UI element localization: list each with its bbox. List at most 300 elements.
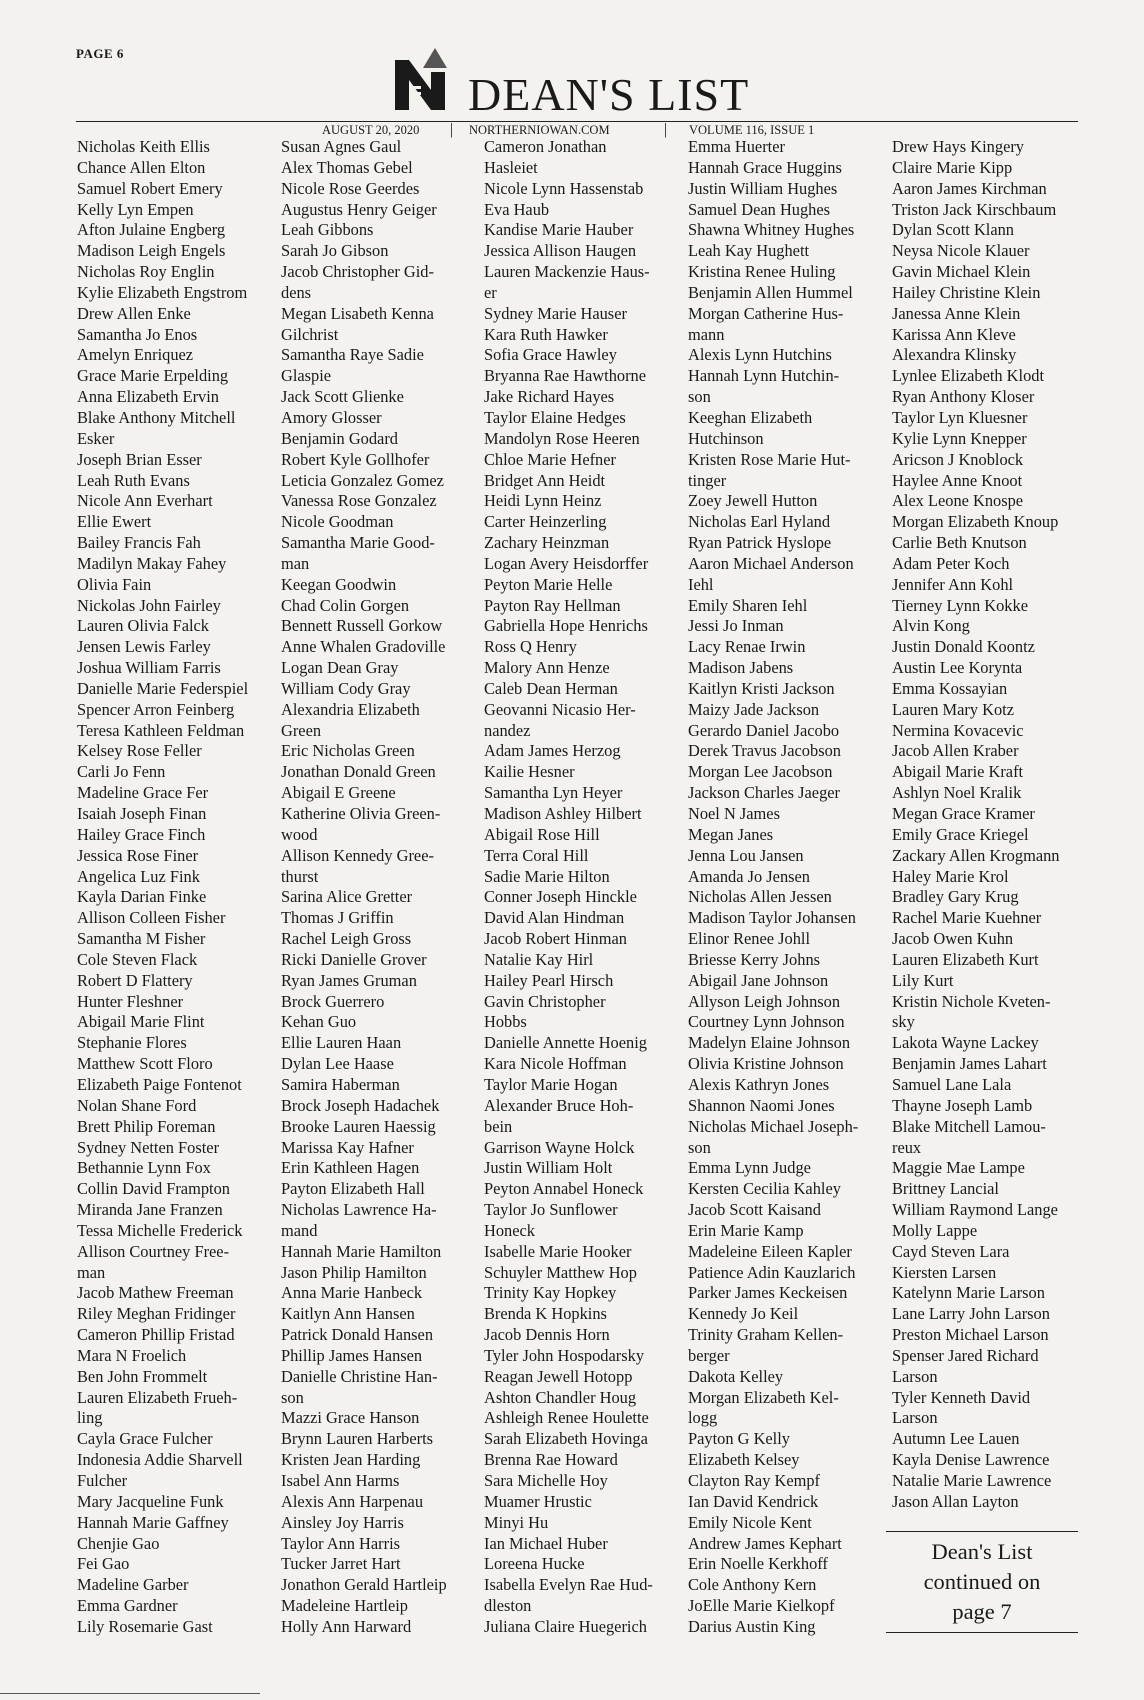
list-item: Augustus Henry Geiger [281,199,437,219]
list-item: Brynn Lauren Harberts [281,1429,434,1449]
list-item: Rachel Leigh Gross [281,929,412,949]
list-item: Drew Allen Enke [77,303,191,323]
list-item: Lacy Renae Irwin [688,637,806,657]
list-item: Olivia Fain [77,574,152,594]
list-item: Claire Marie Kipp [892,157,1013,177]
list-item: Eric Nicholas Green [281,741,415,761]
list-item: Thayne Joseph Lamb [892,1095,1033,1115]
list-item: Emma Gardner [77,1596,178,1616]
list-item: Taylor Lyn Kluesner [892,407,1028,427]
list-item: Megan Lisabeth Kenna [281,303,434,323]
list-item: Ian David Kendrick [688,1491,819,1511]
list-item: Geovanni Nicasio Her- [484,699,636,719]
list-item: son [688,387,711,407]
list-item: Ryan Anthony Kloser [892,387,1035,407]
list-item: Kersten Cecilia Kahley [688,1179,841,1199]
list-item: Kristina Renee Huling [688,262,836,282]
page-number: PAGE 6 [76,46,124,61]
list-item: Danielle Annette Hoenig [484,1033,647,1053]
list-item: man [77,1262,106,1282]
list-item: Joseph Brian Esser [77,449,202,469]
list-item: thurst [281,866,319,886]
list-item: Sadie Marie Hilton [484,866,610,886]
list-item: Lauren Elizabeth Frueh- [77,1387,238,1407]
list-item: Hobbs [484,1012,527,1032]
list-item: Leah Kay Hughett [688,241,810,261]
list-item: Jenna Lou Jansen [688,845,804,865]
list-item: Clayton Ray Kempf [688,1471,821,1490]
list-item: Lauren Olivia Falck [77,616,209,636]
list-item: Ashlyn Noel Kralik [892,783,1022,803]
list-item: Bethannie Lynn Fox [77,1158,211,1178]
list-item: er [484,282,497,302]
list-item: Madeline Grace Fer [77,783,209,803]
list-item: Brett Philip Foreman [77,1116,216,1136]
list-item: Cole Steven Flack [77,949,198,969]
list-item: Alexandra Klinsky [892,345,1017,365]
list-item: Samantha Marie Good- [281,533,435,553]
list-item: Noel N James [688,804,780,823]
list-item: Cayd Steven Lara [892,1241,1010,1261]
list-item: Ross Q Henry [484,637,577,657]
list-item: Jack Scott Glienke [281,387,404,407]
list-item: Alex Thomas Gebel [281,157,413,177]
list-item: Samuel Lane Lala [892,1074,1012,1094]
list-item: Morgan Lee Jacobson [688,762,833,782]
list-item: Blake Mitchell Lamou- [892,1116,1046,1136]
list-item: Jonathan Donald Green [281,762,436,782]
list-item: Amory Glosser [281,407,382,427]
list-item: Hailey Grace Finch [77,824,206,844]
list-item: Mandolyn Rose Heeren [484,428,640,448]
list-item: Ellie Ewert [77,512,152,532]
list-item: Patrick Donald Hansen [281,1325,434,1345]
website-url: NORTHERNIOWAN.COM [469,123,610,137]
list-item: Haley Marie Krol [892,866,1009,886]
continued-notice [886,1531,1078,1633]
continued-line: continued on [923,1569,1041,1594]
list-item: Autumn Lee Lauen [892,1429,1020,1449]
list-item: Benjamin James Lahart [892,1054,1047,1074]
list-item: Derek Travus Jacobson [688,741,841,761]
list-item: Isabel Ann Harms [281,1471,400,1490]
list-item: Erin Marie Kamp [688,1220,804,1240]
list-item: Payton Elizabeth Hall [281,1179,425,1199]
list-item: Eva Haub [484,199,550,219]
header-separator: | [664,121,668,138]
list-item: Elinor Renee Johll [688,929,810,949]
list-item: Hannah Lynn Hutchin- [688,366,840,386]
header-separator: | [450,121,454,138]
list-item: Cole Anthony Kern [688,1575,817,1595]
list-item: Hannah Marie Gaffney [77,1512,229,1532]
list-item: Hailey Christine Klein [892,282,1041,302]
list-item: Ian Michael Huber [484,1533,608,1553]
list-item: Alexis Lynn Hutchins [688,345,832,365]
list-item: Samuel Robert Emery [77,178,223,198]
list-item: Madison Ashley Hilbert [484,804,642,823]
list-item: Robert D Flattery [77,970,193,990]
list-item: Carli Jo Fenn [77,762,166,782]
list-item: Emily Grace Kriegel [892,824,1029,844]
list-item: Kristen Rose Marie Hut- [688,449,851,469]
list-item: Kiersten Larsen [892,1262,997,1282]
continued-line: Dean's List [931,1539,1033,1564]
list-item: Ainsley Joy Harris [281,1512,404,1532]
list-item: David Alan Hindman [484,908,625,928]
list-item: ling [77,1408,103,1428]
list-item: Trinity Graham Kellen- [688,1325,844,1345]
list-item: bein [484,1116,513,1136]
list-item: Joshua William Farris [77,658,221,678]
list-item: Gavin Christopher [484,991,606,1011]
list-item: Sarah Jo Gibson [281,241,389,261]
page-title: DEAN'S LIST [468,69,750,120]
list-item: Chloe Marie Hefner [484,449,616,469]
list-item: Abigail Jane Johnson [688,970,829,990]
list-item: Hutchinson [688,428,764,448]
list-item: Mazzi Grace Hanson [281,1408,420,1428]
list-item: Chad Colin Gorgen [281,595,410,615]
list-item: Logan Avery Heisdorffer [484,553,649,573]
list-item: Nicholas Earl Hyland [688,512,831,532]
list-item: Kylie Elizabeth Engstrom [77,282,248,302]
list-item: Amelyn Enriquez [77,345,194,365]
list-item: Neysa Nicole Klauer [892,241,1030,261]
list-item: Dylan Lee Haase [281,1054,394,1074]
list-item: Drew Hays Kingery [892,137,1024,156]
list-item: Lane Larry John Larson [892,1304,1050,1324]
list-item: Matthew Scott Floro [77,1054,213,1074]
list-item: Lily Kurt [892,970,954,990]
list-item: Madison Leigh Engels [77,241,226,261]
list-item: Morgan Elizabeth Kel- [688,1387,839,1407]
list-item: Shawna Whitney Hughes [688,220,855,240]
list-item: Jensen Lewis Farley [77,637,211,657]
list-item: Patience Adin Kauzlarich [688,1262,856,1282]
list-item: Kristen Jean Harding [281,1450,421,1470]
list-item: Jessica Allison Haugen [484,241,637,261]
list-item: Hailey Pearl Hirsch [484,970,614,990]
list-item: Taylor Marie Hogan [484,1074,618,1094]
list-item: JoElle Marie Kielkopf [688,1596,835,1616]
list-item: Allison Courtney Free- [77,1241,230,1261]
list-item: Kaitlyn Kristi Jackson [688,678,835,698]
list-item: Jason Allan Layton [892,1491,1019,1511]
list-item: Minyi Hu [484,1512,549,1532]
list-item: Sydney Marie Hauser [484,303,627,323]
list-item: Preston Michael Larson [892,1325,1049,1345]
list-item: Fulcher [77,1471,128,1490]
list-item: Logan Dean Gray [281,658,399,678]
list-item: Lakota Wayne Lackey [892,1033,1039,1053]
list-item: Amanda Jo Jensen [688,866,810,886]
list-item: Vanessa Rose Gonzalez [281,491,437,511]
list-item: Ryan James Gruman [281,970,417,990]
list-item: Schuyler Matthew Hop [484,1262,637,1282]
list-item: Hannah Grace Huggins [688,157,842,177]
list-item: Green [281,720,322,740]
list-item: Lauren Mackenzie Haus- [484,262,650,282]
list-item: Katherine Olivia Green- [281,804,441,823]
list-item: Mary Jacqueline Funk [77,1491,224,1511]
list-item: Spenser Jared Richard [892,1345,1039,1365]
list-item: Madeleine Hartleip [281,1596,408,1616]
list-item: Danielle Christine Han- [281,1366,438,1386]
list-item: Isabella Evelyn Rae Hud- [484,1575,653,1595]
list-item: sky [892,1012,915,1032]
list-item: Nicole Ann Everhart [77,491,213,511]
list-item: Fei Gao [77,1554,130,1574]
list-item: tinger [688,470,727,490]
list-item: Iehl [688,574,714,594]
list-item: Kristin Nichole Kveten- [892,991,1051,1011]
list-item: Hannah Marie Hamilton [281,1241,442,1261]
name-column-4 [688,137,888,1638]
list-item: Austin Lee Korynta [892,658,1023,678]
name-column-3 [484,137,684,1638]
list-item: Shannon Naomi Jones [688,1095,835,1115]
list-item: Peyton Marie Helle [484,574,613,594]
list-item: Madison Taylor Johansen [688,908,856,928]
list-item: Nicole Rose Geerdes [281,178,420,198]
list-item: Zackary Allen Krogmann [892,845,1060,865]
list-item: Jacob Mathew Freeman [77,1283,234,1303]
list-item: Dylan Scott Klann [892,220,1015,240]
list-item: Thomas J Griffin [281,908,394,928]
list-item: son [281,1387,304,1407]
list-item: Madelyn Elaine Johnson [688,1033,851,1053]
list-item: Anne Whalen Gradoville [281,637,446,657]
list-item: Malory Ann Henze [484,658,610,678]
list-item: Samira Haberman [281,1074,400,1094]
list-item: Glaspie [281,366,332,386]
list-item: Jacob Robert Hinman [484,929,627,949]
list-item: Madeline Garber [77,1575,189,1595]
list-item: Olivia Kristine Johnson [688,1054,844,1074]
list-item: Kehan Guo [281,1012,357,1032]
list-item: Stephanie Flores [77,1033,187,1053]
list-item: Madeleine Eileen Kapler [688,1241,852,1261]
list-item: Larson [892,1366,938,1386]
list-item: Honeck [484,1220,535,1240]
list-item: Alexis Ann Harpenau [281,1491,424,1511]
list-item: Nicholas Michael Joseph- [688,1116,859,1136]
list-item: Jonathon Gerald Hartleip [281,1575,447,1595]
name-column-2 [281,137,481,1638]
list-item: Nicholas Allen Jessen [688,887,832,907]
list-item: son [688,1137,711,1157]
list-item: Hunter Fleshner [77,991,184,1011]
list-item: Chenjie Gao [77,1533,160,1553]
list-item: Cameron Phillip Fristad [77,1325,235,1345]
list-item: Heidi Lynn Heinz [484,491,602,511]
list-item: Abigail Marie Kraft [892,762,1024,782]
list-item: Taylor Elaine Hedges [484,407,626,427]
list-item: Jacob Allen Kraber [892,741,1019,761]
list-item: Payton G Kelly [688,1429,790,1449]
list-item: Jessica Rose Finer [77,845,199,865]
footer-rule [0,1693,260,1694]
name-column-1 [77,137,277,1638]
list-item: Megan Grace Kramer [892,804,1035,823]
list-item: Bailey Francis Fah [77,533,201,553]
list-item: Sarah Elizabeth Hovinga [484,1429,648,1449]
list-item: Allison Kennedy Gree- [281,845,434,865]
list-item: Kaitlyn Ann Hansen [281,1304,415,1324]
list-item: Zoey Jewell Hutton [688,491,818,511]
list-item: Aricson J Knoblock [892,449,1024,469]
list-item: Bridget Ann Heidt [484,470,606,490]
list-item: Natalie Kay Hirl [484,949,594,969]
list-item: Lily Rosemarie Gast [77,1616,213,1636]
list-item: Benjamin Godard [281,428,398,448]
list-item: Emma Kossayian [892,678,1008,698]
list-item: Adam Peter Koch [892,553,1010,573]
list-item: Briesse Kerry Johns [688,949,821,969]
list-item: Leah Gibbons [281,220,374,240]
list-item: Emma Huerter [688,137,785,156]
list-item: nandez [484,720,531,740]
list-item: Larson [892,1408,938,1428]
list-item: Caleb Dean Herman [484,678,618,698]
list-item: Erin Kathleen Hagen [281,1158,420,1178]
list-item: Justin William Hughes [688,178,838,198]
list-item: Nicholas Keith Ellis [77,137,210,156]
list-item: Reagan Jewell Hotopp [484,1366,633,1386]
continued-line: page 7 [952,1599,1012,1624]
list-item: Dakota Kelley [688,1366,784,1386]
list-item: Janessa Anne Klein [892,303,1021,323]
list-item: Sydney Netten Foster [77,1137,220,1157]
list-item: Isaiah Joseph Finan [77,804,207,823]
list-item: reux [892,1137,922,1157]
list-item: Tierney Lynn Kokke [892,595,1028,615]
list-item: Afton Julaine Engberg [77,220,226,240]
list-item: Juliana Claire Huegerich [484,1616,647,1636]
list-item: Jacob Dennis Horn [484,1325,610,1345]
list-item: Ryan Patrick Hyslope [688,533,832,553]
list-item: Jacob Scott Kaisand [688,1200,821,1220]
list-item: Jake Richard Hayes [484,387,615,407]
list-item: Nickolas John Fairley [77,595,221,615]
list-item: Conner Joseph Hinckle [484,887,637,907]
list-item: Kara Ruth Hawker [484,324,608,344]
list-item: wood [281,824,318,844]
list-item: Tyler John Hospodarsky [484,1345,645,1365]
list-item: Kayla Denise Lawrence [892,1450,1050,1470]
list-item: Jacob Christopher Gid- [281,262,434,282]
list-item: Alexandria Elizabeth [281,699,420,719]
northern-iowan-logo [395,46,457,110]
list-item: Tucker Jarret Hart [281,1554,401,1574]
list-item: Alexander Bruce Hoh- [484,1095,634,1115]
list-item: Molly Lappe [892,1220,978,1240]
list-item: man [281,553,310,573]
list-item: Courtney Lynn Johnson [688,1012,845,1032]
list-item: Ellie Lauren Haan [281,1033,402,1053]
list-item: Kara Nicole Hoffman [484,1054,627,1074]
list-item: Danielle Marie Federspiel [77,678,249,698]
list-item: Morgan Catherine Hus- [688,303,844,323]
list-item: Miranda Jane Franzen [77,1200,223,1220]
list-item: Loreena Hucke [484,1554,585,1574]
list-item: mann [688,324,725,344]
list-item: Abigail E Greene [281,783,396,803]
list-item: Carlie Beth Knutson [892,533,1027,553]
list-item: Kayla Darian Finke [77,887,207,907]
list-item: Robert Kyle Gollhofer [281,449,430,469]
list-item: Allison Colleen Fisher [77,908,226,928]
list-item: Cayla Grace Fulcher [77,1429,213,1449]
list-item: Alex Leone Knospe [892,491,1024,511]
list-item: Emily Sharen Iehl [688,595,808,615]
list-item: Payton Ray Hellman [484,595,621,615]
list-item: Abigail Rose Hill [484,824,600,844]
list-item: Marissa Kay Hafner [281,1137,414,1157]
list-item: Angelica Luz Fink [77,866,200,886]
list-item: Karissa Ann Kleve [892,324,1016,344]
list-item: Indonesia Addie Sharvell [77,1450,243,1470]
list-item: Emily Nicole Kent [688,1512,812,1532]
list-item: Kelly Lyn Empen [77,199,194,219]
list-item: Hasleiet [484,157,538,177]
list-item: William Cody Gray [281,678,411,698]
list-item: Keeghan Elizabeth [688,407,813,427]
list-item: Justin Donald Koontz [892,637,1035,657]
list-item: Gabriella Hope Henrichs [484,616,648,636]
list-item: Maggie Mae Lampe [892,1158,1025,1178]
list-item: Brenda K Hopkins [484,1304,607,1324]
list-item: berger [688,1345,730,1365]
list-item: Nolan Shane Ford [77,1095,197,1115]
list-item: Megan Janes [688,824,774,844]
list-item: Parker James Keckeisen [688,1283,848,1303]
list-item: Nermina Kovacevic [892,720,1024,740]
list-item: Elizabeth Paige Fontenot [77,1074,242,1094]
list-item: Samantha Jo Enos [77,324,198,344]
list-item: Esker [77,428,115,448]
list-item: Adam James Herzog [484,741,621,761]
list-item: Brenna Rae Howard [484,1450,618,1470]
list-item: Peyton Annabel Honeck [484,1179,644,1199]
list-item: Blake Anthony Mitchell [77,407,236,427]
list-item: Kennedy Jo Keil [688,1304,799,1324]
list-item: Trinity Kay Hopkey [484,1283,617,1303]
issue-date: AUGUST 20, 2020 [322,123,420,137]
list-item: Samuel Dean Hughes [688,199,831,219]
list-item: Jacob Owen Kuhn [892,929,1014,949]
list-item: Riley Meghan Fridinger [77,1304,236,1324]
list-item: Alvin Kong [892,616,970,636]
list-item: Terra Coral Hill [484,845,589,865]
list-item: Sara Michelle Hoy [484,1471,608,1490]
list-item: Kylie Lynn Knepper [892,428,1027,448]
volume-issue: VOLUME 116, ISSUE 1 [689,123,815,137]
list-item: Bennett Russell Gorkow [281,616,443,636]
list-item: Leah Ruth Evans [77,470,190,490]
list-item: Lauren Elizabeth Kurt [892,949,1039,969]
list-item: Phillip James Hansen [281,1345,423,1365]
list-item: Tessa Michelle Frederick [77,1220,243,1240]
list-item: Jessi Jo Inman [688,616,784,636]
list-item: Elizabeth Kelsey [688,1450,800,1470]
list-item: Teresa Kathleen Feldman [77,720,245,740]
list-item: Justin William Holt [484,1158,613,1178]
list-item: Aaron Michael Anderson [688,553,854,573]
list-item: Taylor Jo Sunflower [484,1200,618,1220]
list-item: Samantha Raye Sadie [281,345,424,365]
